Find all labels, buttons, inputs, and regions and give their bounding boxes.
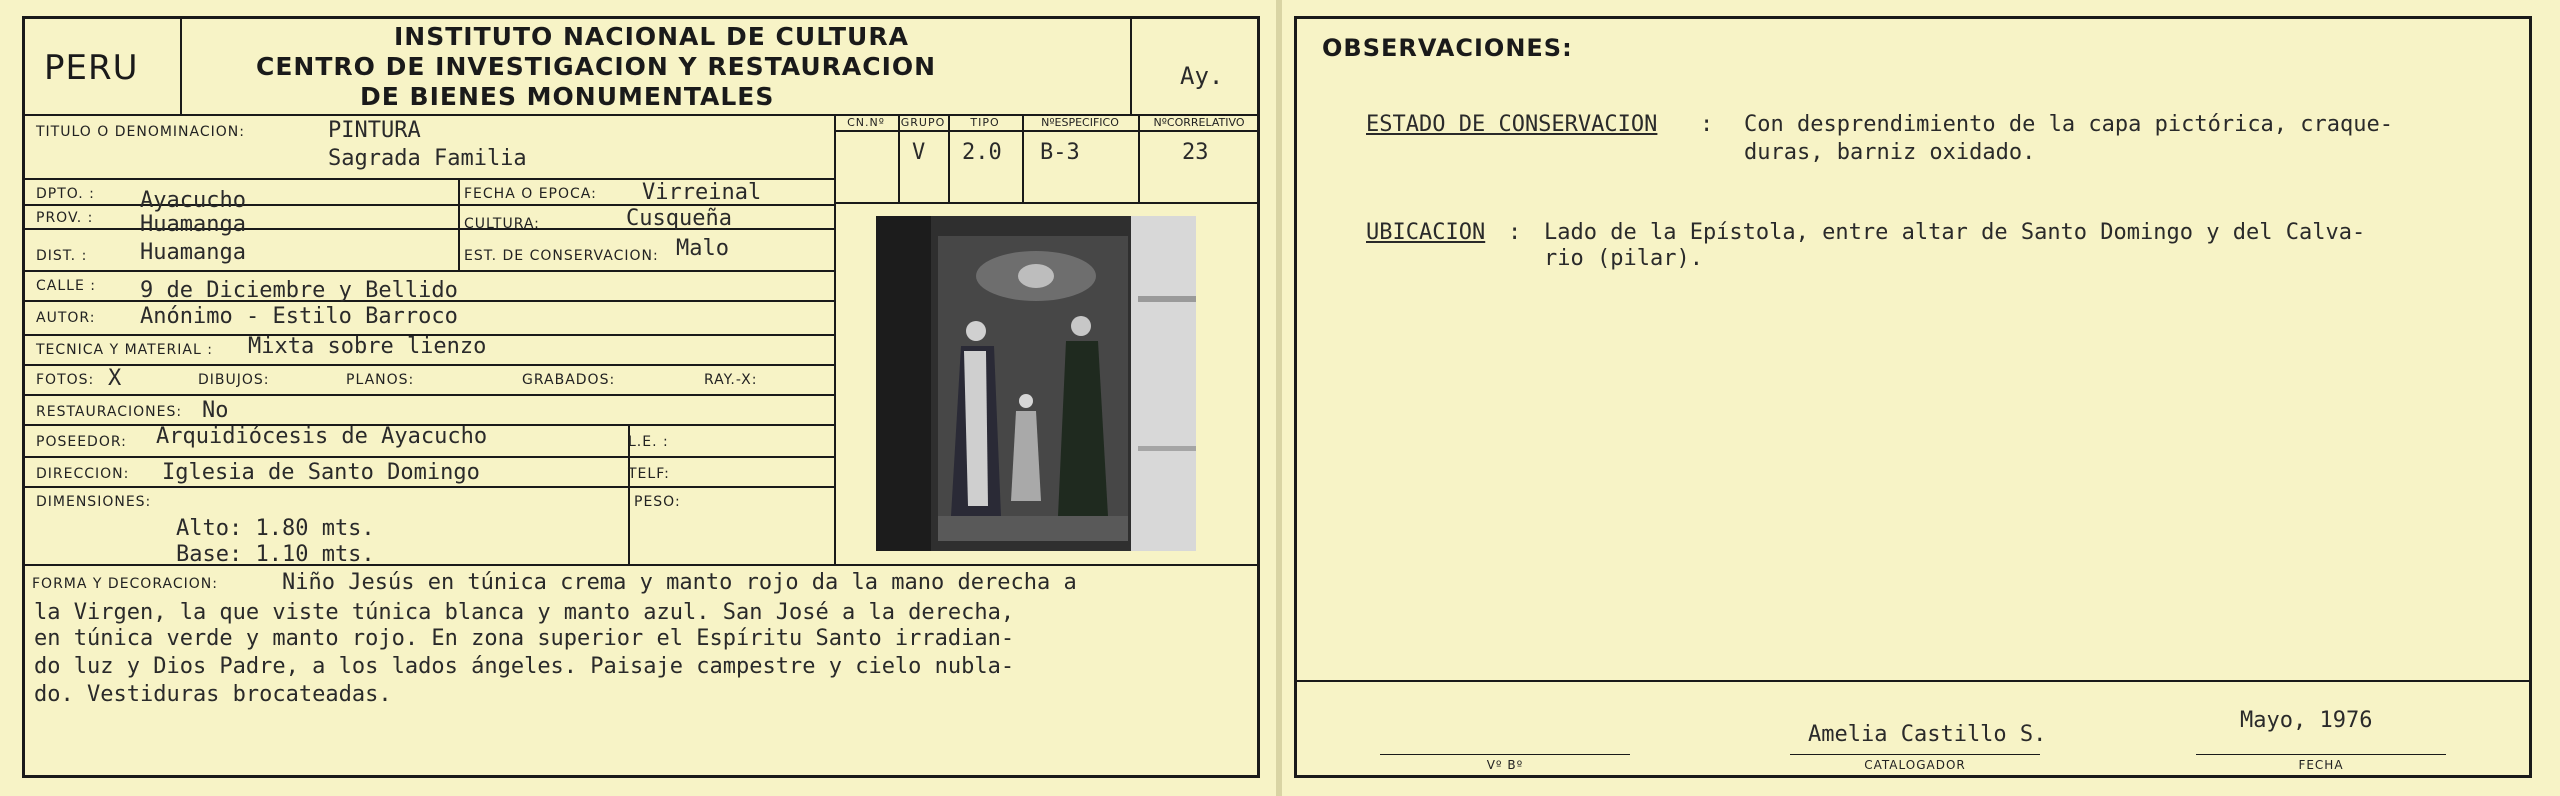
code-bottom-rule bbox=[834, 202, 1260, 204]
observaciones-title: OBSERVACIONES: bbox=[1322, 34, 1573, 62]
fotos-value: X bbox=[108, 366, 122, 391]
code-header-tipo: TIPO bbox=[970, 116, 1000, 129]
dist-label: DIST. : bbox=[36, 248, 88, 264]
fecha-epoca-label: FECHA O EPOCA: bbox=[464, 186, 597, 202]
titulo-value-2: Sagrada Familia bbox=[328, 146, 527, 171]
institute-line-1: INSTITUTO NACIONAL DE CULTURA bbox=[394, 22, 909, 51]
prov-label: PROV. : bbox=[36, 210, 94, 226]
dimensiones-label: DIMENSIONES: bbox=[36, 494, 152, 510]
rule-location-split bbox=[458, 178, 460, 270]
fotos-label: FOTOS: bbox=[36, 372, 95, 388]
forma-line-2: la Virgen, la que viste túnica blanca y manto azul. San José a la derecha, bbox=[34, 600, 1015, 625]
estado-line-2: duras, barniz oxidado. bbox=[1744, 140, 2036, 165]
code-header-cn: CN.Nº bbox=[847, 116, 885, 129]
direccion-value: Iglesia de Santo Domingo bbox=[162, 460, 480, 485]
restauraciones-label: RESTAURACIONES: bbox=[36, 404, 183, 420]
ubicacion-colon: : bbox=[1508, 220, 1522, 245]
code-header-correlativo: NºCORRELATIVO bbox=[1153, 116, 1245, 129]
prov-value: Huamanga bbox=[140, 212, 246, 237]
ubicacion-label: UBICACION bbox=[1366, 220, 1486, 245]
alto-value: Alto: 1.80 mts. bbox=[176, 516, 375, 541]
forma-line-4: do luz y Dios Padre, a los lados ángeles. Paisaje campestre y cielo nubla- bbox=[34, 654, 1015, 679]
painting-photo-image bbox=[876, 216, 1196, 551]
dpto-value: Ayacucho bbox=[140, 188, 246, 213]
code-value-grupo: V bbox=[912, 140, 926, 165]
titulo-value-1: PINTURA bbox=[328, 118, 421, 143]
code-value-tipo: 2.0 bbox=[962, 140, 1002, 165]
planos-label: PLANOS: bbox=[346, 372, 415, 388]
header-divider-1 bbox=[180, 16, 182, 116]
code-value-especifico: B-3 bbox=[1040, 140, 1080, 165]
fecha-epoca-value: Virreinal bbox=[642, 180, 762, 205]
telf-label: TELF: bbox=[628, 466, 670, 482]
fecha-signature-line bbox=[2196, 754, 2446, 755]
dist-value: Huamanga bbox=[140, 240, 246, 265]
catalogador-signature-line bbox=[1790, 754, 2040, 755]
calle-value: 9 de Diciembre y Bellido bbox=[140, 278, 458, 303]
forma-line-1: Niño Jesús en túnica crema y manto rojo da la mano derecha a bbox=[282, 570, 1077, 595]
painting-photo bbox=[876, 216, 1196, 551]
dibujos-label: DIBUJOS: bbox=[198, 372, 270, 388]
tecnica-label: TECNICA Y MATERIAL : bbox=[36, 342, 213, 358]
vobo-signature-line bbox=[1380, 754, 1630, 755]
code-header-especifico: NºESPECIFICO bbox=[1041, 116, 1119, 129]
code-header-rule bbox=[834, 130, 1260, 132]
peso-label: PESO: bbox=[634, 494, 681, 510]
institute-line-2: CENTRO DE INVESTIGACION Y RESTAURACION bbox=[256, 52, 937, 81]
catalogador-label: CATALOGADOR bbox=[1864, 758, 1966, 772]
rule-poseedor bbox=[22, 456, 834, 458]
catalogador-value: Amelia Castillo S. bbox=[1808, 722, 2047, 747]
estado-conservacion-label: ESTADO DE CONSERVACION bbox=[1366, 112, 1658, 137]
back-footer-rule bbox=[1294, 680, 2532, 682]
titulo-label: TITULO O DENOMINACION: bbox=[36, 124, 245, 140]
country-label: PERU bbox=[44, 48, 139, 88]
rule-dist bbox=[22, 270, 834, 272]
base-value: Base: 1.10 mts. bbox=[176, 542, 375, 567]
form-photo-divider bbox=[834, 114, 836, 564]
rule-tecnica bbox=[22, 364, 834, 366]
rule-direccion bbox=[22, 486, 834, 488]
le-label: L.E. : bbox=[628, 434, 669, 450]
tecnica-value: Mixta sobre lienzo bbox=[248, 334, 487, 359]
header-divider-2 bbox=[1130, 16, 1132, 116]
autor-label: AUTOR: bbox=[36, 310, 96, 326]
estado-line-1: Con desprendimiento de la capa pictórica, craque- bbox=[1744, 112, 2394, 137]
direccion-label: DIRECCION: bbox=[36, 466, 130, 482]
region-code: Ay. bbox=[1180, 62, 1224, 90]
ubicacion-line-2: rio (pilar). bbox=[1544, 246, 1703, 271]
cultura-value: Cusqueña bbox=[626, 206, 732, 231]
forma-line-3: en túnica verde y manto rojo. En zona superior el Espíritu Santo irradian- bbox=[34, 626, 1015, 651]
estado-colon: : bbox=[1700, 112, 1714, 137]
dpto-label: DPTO. : bbox=[36, 186, 95, 202]
ubicacion-line-1: Lado de la Epístola, entre altar de Santo Domingo y del Calva- bbox=[1544, 220, 2366, 245]
code-header-grupo: GRUPO bbox=[900, 116, 946, 129]
poseedor-label: POSEEDOR: bbox=[36, 434, 127, 450]
institute-line-3: DE BIENES MONUMENTALES bbox=[360, 82, 775, 111]
calle-label: CALLE : bbox=[36, 278, 96, 294]
vobo-label: Vº Bº bbox=[1486, 758, 1524, 772]
forma-line-5: do. Vestiduras brocateadas. bbox=[34, 682, 392, 707]
grabados-label: GRABADOS: bbox=[522, 372, 616, 388]
code-value-correlativo: 23 bbox=[1182, 140, 1209, 165]
est-conservacion-value: Malo bbox=[676, 236, 729, 261]
rayx-label: RAY.-X: bbox=[704, 372, 758, 388]
cultura-label: CULTURA: bbox=[464, 216, 540, 232]
fecha-value: Mayo, 1976 bbox=[2240, 708, 2373, 733]
forma-label: FORMA Y DECORACION: bbox=[32, 576, 218, 592]
poseedor-value: Arquidiócesis de Ayacucho bbox=[156, 424, 488, 449]
restauraciones-value: No bbox=[202, 398, 229, 423]
rule-fotos bbox=[22, 394, 834, 396]
est-conservacion-label: EST. DE CONSERVACION: bbox=[464, 248, 659, 264]
autor-value: Anónimo - Estilo Barroco bbox=[140, 304, 458, 329]
fecha-label: FECHA bbox=[2298, 758, 2344, 772]
